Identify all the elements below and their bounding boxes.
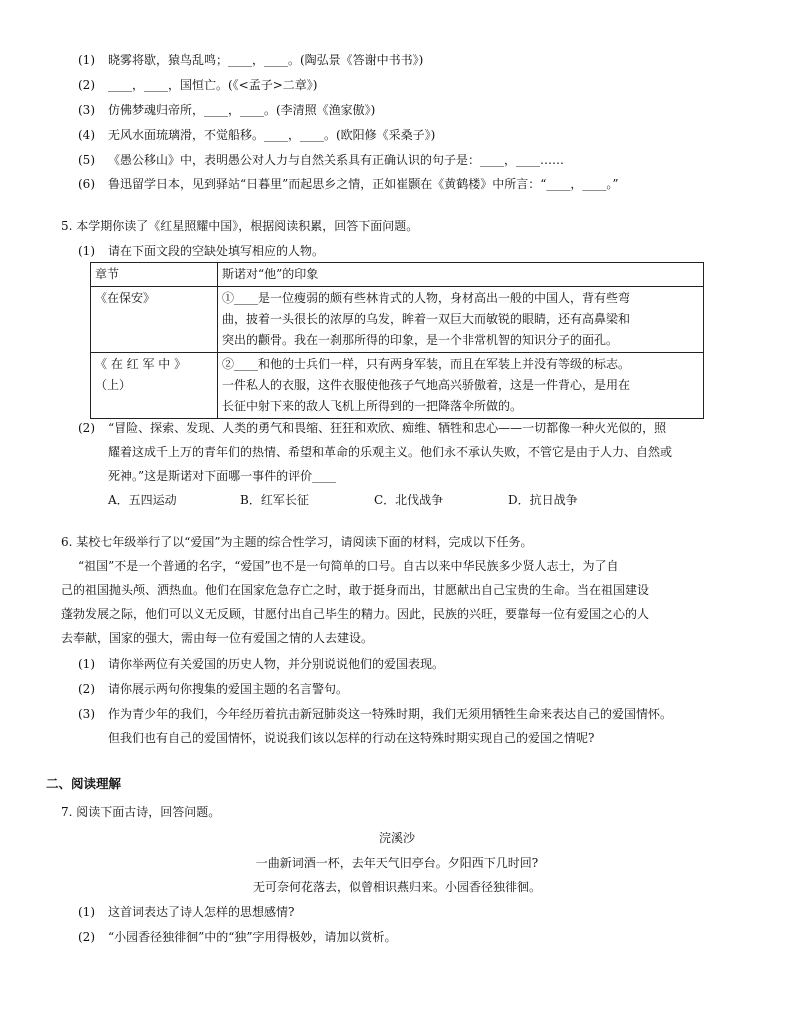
item-number: (6) — [78, 177, 95, 191]
impression-line: 曲，披着一头很长的浓厚的乌发，眸着一双巨大而敏锐的眼睛，还有高鼻梁和 — [222, 312, 631, 326]
item-number: (2) — [78, 682, 95, 696]
question-intro: 6. 某校七年级举行了以“爱国”为主题的综合性学习，请阅读下面的材料，完成以下任务。 — [61, 535, 533, 549]
impression-line: 一件私人的衣服，这件衣服使他孩子气地高兴骄傲着，这是一件背心，是用在 — [222, 378, 631, 392]
task-line: 作为青少年的我们，今年经历着抗击新冠肺炎这一特殊时期，我们无须用牺牲生命来表达自己的爱国情怀。 — [108, 707, 673, 721]
item-number: (1) — [78, 905, 95, 919]
task-line: 但我们也有自己的爱国情怀，说说我们该以怎样的行动在这特殊时期实现自己的爱国之情呢? — [108, 731, 595, 745]
option-c: C．北伐战争 — [374, 493, 444, 507]
item-number: (2) — [78, 930, 95, 944]
item-number: (1) — [78, 657, 95, 671]
fill-in-item: 《愚公移山》中，表明愚公对人力与自然关系具有正确认识的句子是：____，____…… — [108, 153, 565, 167]
item-number: (2) — [78, 78, 95, 92]
quote-line: 死神。”这是斯诺对下面哪一事件的评价____ — [108, 469, 337, 483]
reading-question: 这首词表达了诗人怎样的思想感情? — [108, 905, 295, 919]
task-line: 请你举两位有关爱国的历史人物，并分别说说他们的爱国表现。 — [108, 657, 445, 671]
reading-question: “小园香径独徘徊”中的“独”字用得极妙，请加以赏析。 — [108, 930, 397, 944]
chapter-name: 《 在 红 军 中 》 — [95, 357, 187, 371]
chapter-cell — [91, 287, 218, 353]
quote-line: “冒险、探索、发现、人类的勇气和畏缩、狂狂和欢欣、痴维、牺牲和忠心——一切都像一种火光似的，照 — [108, 421, 667, 435]
option-d: D．抗日战争 — [508, 493, 578, 507]
impression-table — [90, 262, 704, 419]
material-line: 蓬勃发展之际，他们可以义无反顾，甘愿付出自己毕生的精力。因此，民族的兴旺，要靠每一位有爱国之心的人 — [61, 607, 650, 621]
fill-in-item: 无风水面琉璃滑，不觉船移。____，____。(欧阳修《采桑子》) — [108, 128, 436, 142]
poem-line: 一曲新词酒一杯，去年天气旧亭台。夕阳西下几时回? — [255, 856, 539, 870]
option-a: A．五四运动 — [108, 493, 177, 507]
poem-line: 无可奈何花落去，似曾相识燕归来。小园香径独徘徊。 — [252, 880, 541, 894]
item-number: (1) — [78, 244, 95, 258]
impression-line: 突出的颧骨。我在一刹那所得的印象，是一个非常机智的知识分子的面孔。 — [222, 333, 619, 347]
question-intro: 5. 本学期你读了《红星照耀中国》，根据阅读积累，回答下面问题。 — [61, 219, 419, 233]
fill-in-item: ____，____，国恒亡。(《<孟子>二章》) — [108, 78, 318, 92]
table-row — [91, 353, 704, 419]
question-intro: 7. 阅读下面古诗，回答问题。 — [61, 805, 221, 819]
poem-title: 浣溪沙 — [378, 831, 415, 845]
item-number: (2) — [78, 421, 95, 435]
item-number: (4) — [78, 128, 95, 142]
impression-cell — [218, 287, 704, 353]
sub-question: 请在下面文段的空缺处填写相应的人物。 — [108, 244, 325, 258]
fill-in-item: 仿佛梦魂归帝所，____，____。(李清照《渔家傲》) — [108, 103, 376, 117]
item-number: (3) — [78, 103, 95, 117]
fill-in-item: 鲁迅留学日本，见到驿站“日暮里”而起思乡之情，正如崔颢在《黄鹤楼》中所言：“____，____。” — [108, 177, 619, 191]
material-line: 己的祖国抛头颅、洒热血。他们在国家危急存亡之时，敢于挺身而出，甘愿献出自己宝贵的生命。当在祖国建设 — [61, 583, 650, 597]
material-line: “祖国”不是一个普通的名字，“爱国”也不是一句简单的口号。自古以来中华民族多少贤人志士，为了自 — [78, 559, 619, 573]
task-line: 请你展示两句你搜集的爱国主题的名言警句。 — [108, 682, 349, 696]
table-header-cell: 斯诺对“他”的印象 — [218, 263, 704, 287]
chapter-name: 《在保安》 — [95, 291, 156, 305]
item-number: (5) — [78, 153, 95, 167]
impression-cell — [218, 353, 704, 419]
option-b: B．红军长征 — [240, 493, 309, 507]
impression-line: 长征中射下来的敌人飞机上所得到的一把降落伞所做的。 — [222, 399, 523, 413]
quote-line: 耀着这成千上万的青年们的热情、希望和革命的乐观主义。他们永不承认失败，不管它是由于人力、自然或 — [108, 445, 673, 459]
material-line: 去奉献，国家的强大，需由每一位有爱国之情的人去建设。 — [61, 631, 374, 645]
impression-line: ②____和他的士兵们一样，只有两身军装，而且在军装上并没有等级的标志。 — [222, 357, 631, 371]
chapter-cell — [91, 353, 218, 419]
item-number: (1) — [78, 53, 95, 67]
section-title: 二、阅读理解 — [46, 776, 122, 791]
table-header-row — [91, 263, 704, 287]
table-header-cell: 章节 — [91, 263, 218, 287]
item-number: (3) — [78, 707, 95, 721]
chapter-name: （上） — [95, 378, 132, 392]
fill-in-item: 晓雾将歇，猿鸟乱鸣；____，____。(陶弘景《答谢中书书》) — [108, 53, 424, 67]
table-row — [91, 287, 704, 353]
impression-line: ①____是一位瘦弱的颇有些林肯式的人物，身材高出一般的中国人，背有些弯 — [222, 291, 631, 305]
